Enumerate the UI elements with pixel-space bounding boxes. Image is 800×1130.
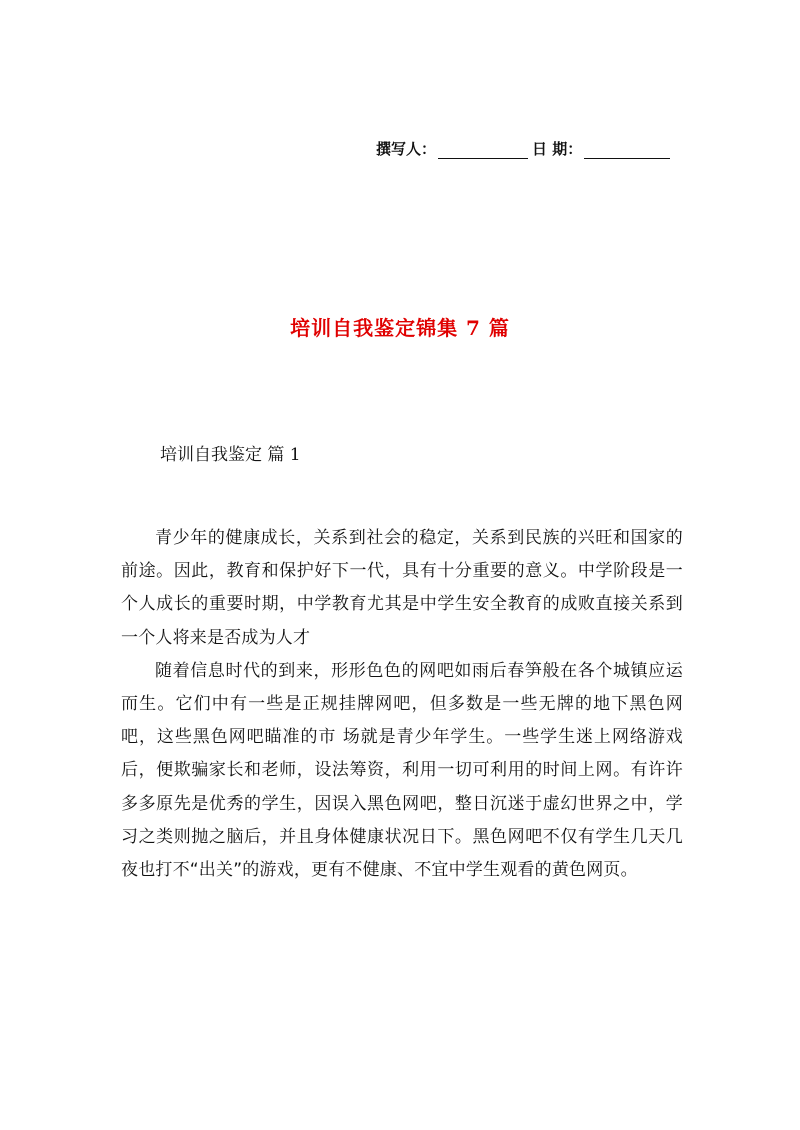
author-label: 撰写人：	[376, 140, 437, 158]
document-title: 培训自我鉴定锦集 7 篇	[290, 316, 510, 340]
author-blank	[438, 144, 528, 159]
author-date-line	[376, 138, 672, 159]
date-blank	[584, 144, 670, 159]
date-label: 日 期：	[532, 140, 583, 158]
body-text	[121, 522, 683, 887]
section-heading: 培训自我鉴定 篇 1	[160, 445, 301, 465]
paragraph: 随着信息时代的到来，形形色色的网吧如雨后春笋般在各个城镇应运而生。它们中有一些是正规挂牌网吧，但多数是一些无牌的地下黑色网吧，这些黑色网吧瞄准的市 场就是青少年学生。一些学生迷上网络游戏后，便欺骗家长和老师，设法筹资，利用一切可利用的时间上网。有许许多多原先是优秀的学生，因误入黑色网吧，整日沉迷于虚幻世界之中，学习之类则抛之脑后，并且身体健康状况日下。黑色网吧不仅有学生几天几夜也打不“出关”的游戏，更有不健康、不宜中学生观看的黄色网页。	[121, 660, 683, 881]
paragraph: 青少年的健康成长，关系到社会的稳定，关系到民族的兴旺和国家的前途。因此，教育和保护好下一代，具有十分重要的意义。中学阶段是一个人成长的重要时期，中学教育尤其是中学生安全教育的成败直接关系到一个人将来是否成为人才	[121, 528, 683, 648]
